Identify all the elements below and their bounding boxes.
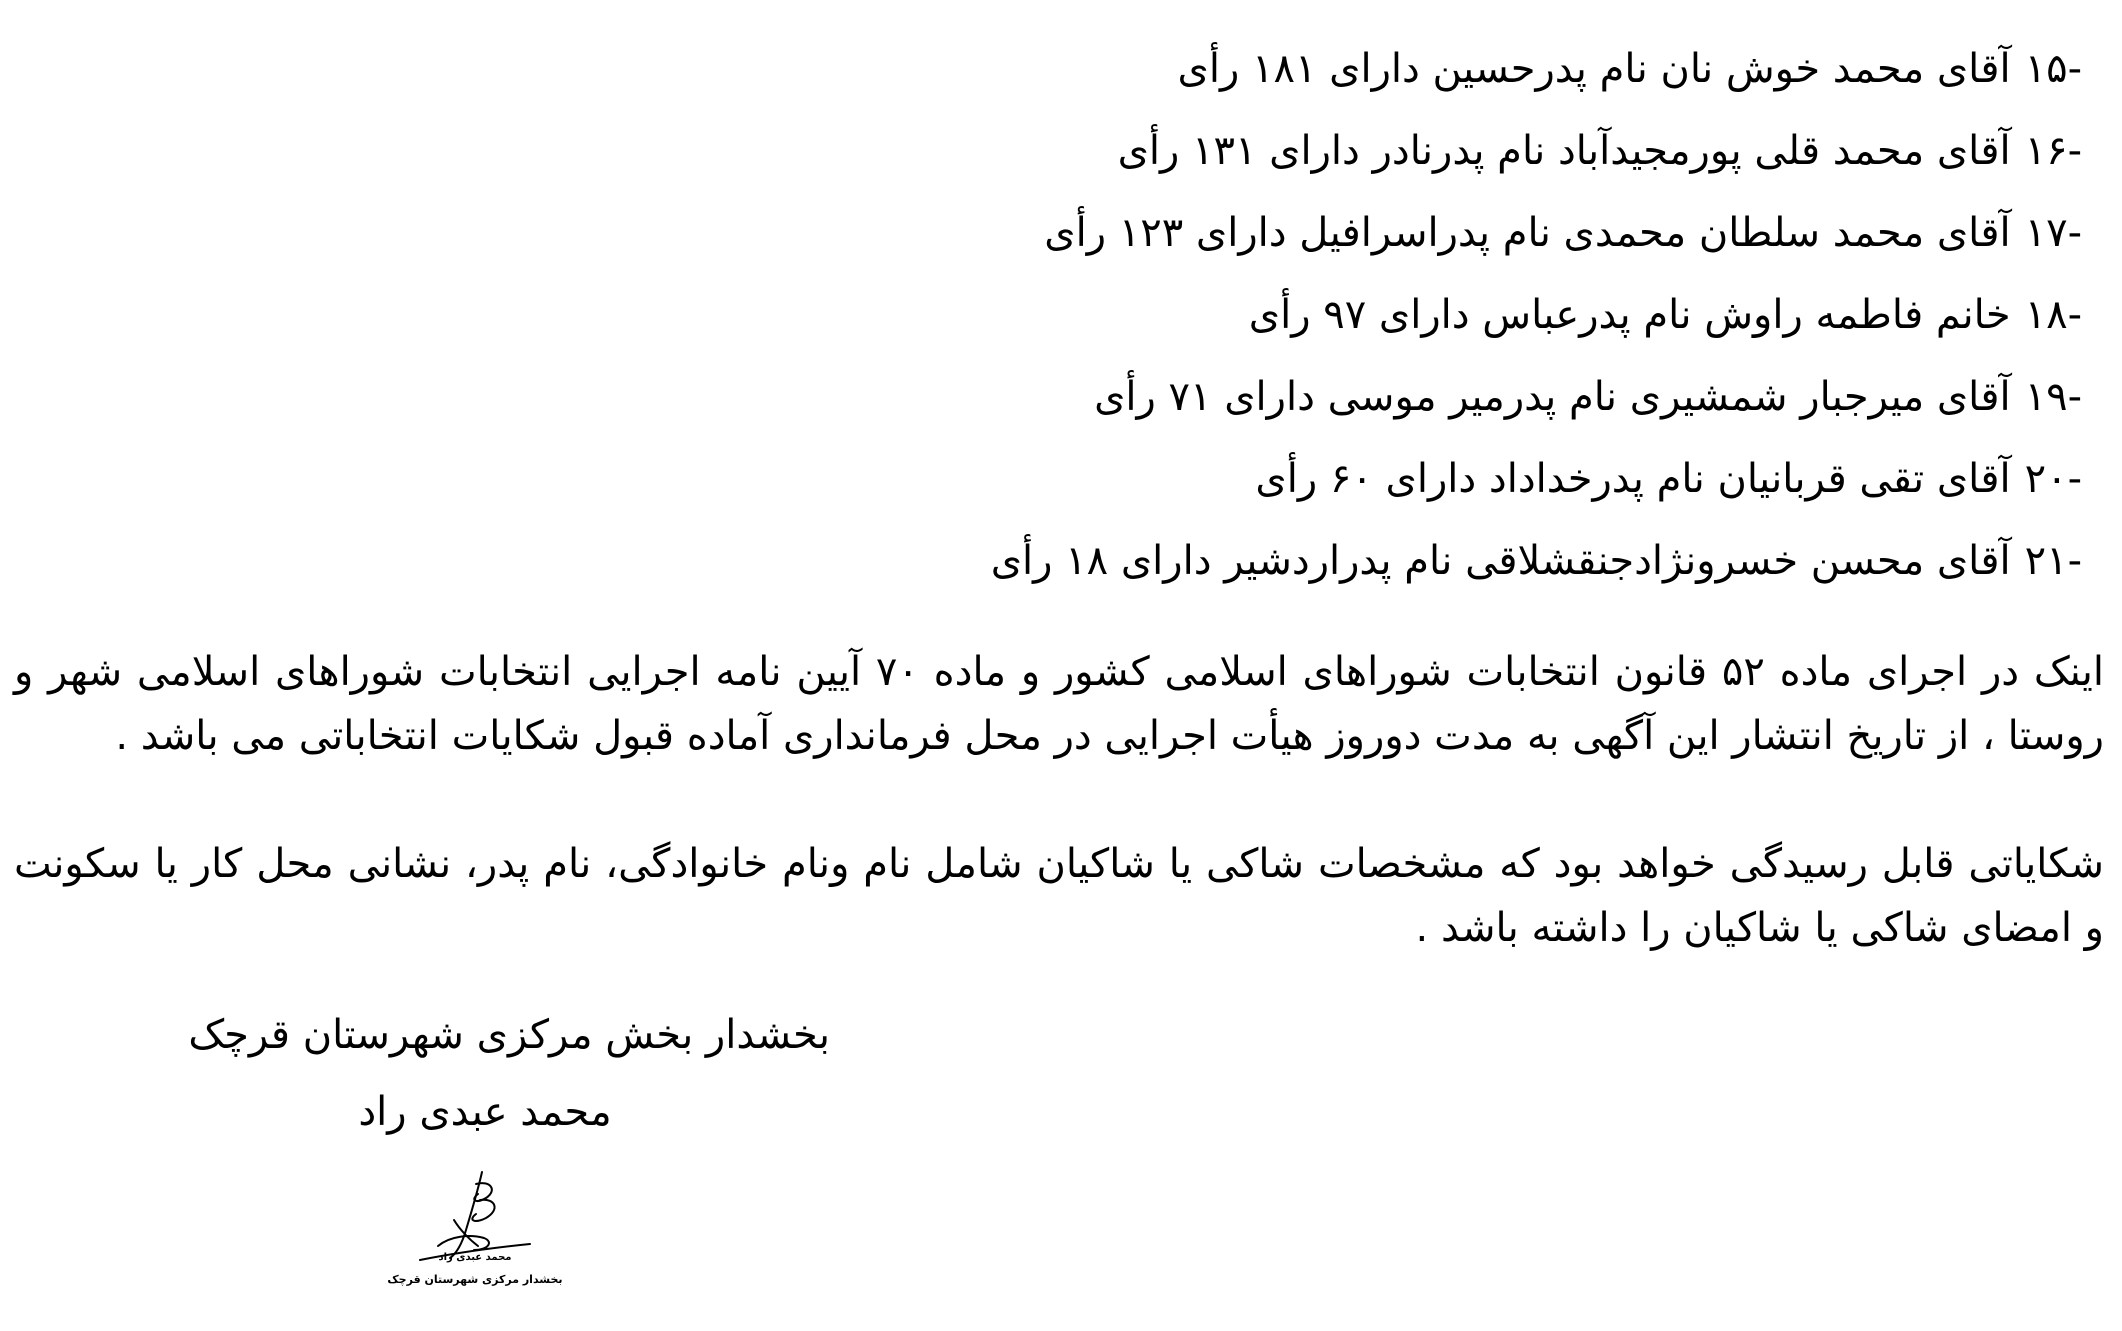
candidate-text: خانم فاطمه راوش نام پدرعباس دارای ۹۷ رأی bbox=[1248, 292, 2011, 338]
candidate-number: -۱۶ bbox=[2024, 128, 2082, 174]
candidate-text: آقای محمد قلی پورمجیدآباد نام پدرنادر دارای ۱۳۱ رأی bbox=[1117, 128, 2011, 174]
candidate-number: -۱۹ bbox=[2024, 374, 2082, 420]
signer-name: محمد عبدی راد bbox=[358, 1089, 612, 1135]
candidate-text: آقای میرجبار شمشیری نام پدرمیر موسی دارای ۷۱ رأی bbox=[1094, 374, 2011, 420]
candidate-number: -۱۸ bbox=[2024, 292, 2082, 338]
candidate-item bbox=[482, 356, 2082, 438]
candidate-text: آقای محمد خوش نان نام پدرحسین دارای ۱۸۱ رأی bbox=[1177, 46, 2011, 92]
candidate-number: -۲۱ bbox=[2024, 538, 2082, 584]
candidate-item bbox=[482, 28, 2082, 110]
stamp-name-text: محمد عبدی راد bbox=[438, 1252, 512, 1263]
notice-paragraph-complaint-requirements: شکایاتی قابل رسیدگی خواهد بود که مشخصات شاکی یا شاکیان شامل نام ونام خانوادگی، نام پدر، نشانی محل کار یا سکونت و امضای شاکی یا شاکیان را داشته باشد . bbox=[14, 841, 2104, 951]
candidate-number: -۲۰ bbox=[2024, 456, 2082, 502]
candidate-item bbox=[482, 274, 2082, 356]
candidate-number: -۱۵ bbox=[2024, 46, 2082, 92]
candidate-text: آقای محسن خسرونژادجنقشلاقی نام پدراردشیر دارای ۱۸ رأی bbox=[990, 538, 2011, 584]
stamp-title-text: بخشدار مرکزی شهرستان قرچک bbox=[387, 1273, 563, 1286]
candidate-item bbox=[482, 192, 2082, 274]
signer-title: بخشدار بخش مرکزی شهرستان قرچک bbox=[188, 1012, 830, 1058]
notice-paragraph-complaints-window: اینک در اجرای ماده ۵۲ قانون انتخابات شوراهای اسلامی کشور و ماده ۷۰ آیین نامه اجرایی انتخابات شوراهای اسلامی شهر و روستا ، از تاریخ انتشار این آگهی به مدت دوروز هیأت اجرایی در محل فرمانداری آماده قبول شکایات انتخاباتی می باشد . bbox=[14, 649, 2104, 759]
signature-stamp bbox=[380, 1170, 570, 1300]
candidate-text: آقای تقی قربانیان نام پدرخداداد دارای ۶۰ رأی bbox=[1255, 456, 2011, 502]
candidate-item bbox=[482, 438, 2082, 520]
candidate-text: آقای محمد سلطان محمدی نام پدراسرافیل دارای ۱۲۳ رأی bbox=[1044, 210, 2011, 256]
candidate-item bbox=[482, 110, 2082, 192]
candidate-list bbox=[482, 28, 2082, 602]
candidate-item bbox=[482, 520, 2082, 602]
candidate-number: -۱۷ bbox=[2024, 210, 2082, 256]
